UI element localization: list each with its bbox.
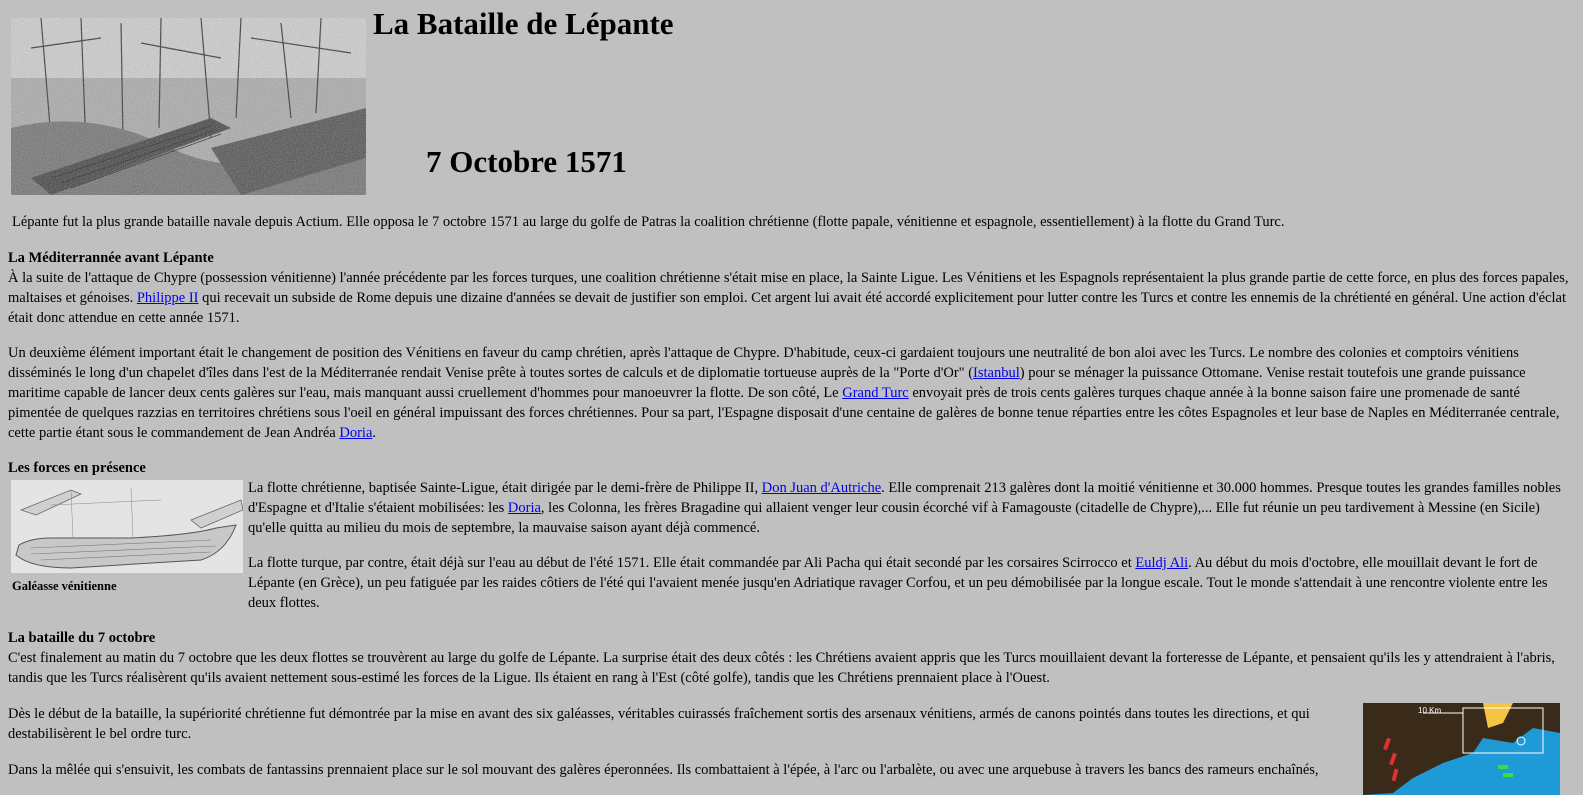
- text: .: [372, 425, 376, 441]
- text: , les Colonna, les frères Bragadine qui allaient venger leur cousin écorché vif à Famagouste (citadelle de Chypre),... Elle fut réunie un peu tardivement à Messine (en Sicile) qu'elle quitta au milieu du mois de septembre, la mauvaise saison ayant déjà commencé.: [248, 500, 1540, 536]
- text: . Au début du mois d'octobre, elle mouillait devant le fort de Lépante (en Grèce), un peu fatiguée par les raides côtiers de l'été qui l'avaient menée jusqu'en Adriatique ravager Corfou, et un peu démobilisée par la longue escale. Tout le monde s'attendait à une rencontre violente entre les deux flottes.: [248, 555, 1548, 611]
- text: Un deuxième élément important était le changement de position des Vénitiens en faveur du camp chrétien, après l'attaque de Chypre. D'habitude, ceux-ci gardaient toujours une neutralité de bon aloi avec les Turcs. Le nombre des colonies et comptoirs vénitiens disséminés le long d'un chapelet d'îles dans l'est de la Méditerranée rendait Venise prête à toutes sortes de calculs et de diplomatie tortueuse auprès de la "Porte d'Or" (: [8, 345, 1519, 381]
- battle-engraving-image: [11, 18, 366, 195]
- paragraph-flotte-chretienne: [248, 478, 1571, 538]
- text: La flotte turque, par contre, était déjà sur l'eau au début de l'été 1571. Elle était commandée par Ali Pacha qui était secondé par les corsaires Scirrocco et: [248, 555, 1136, 571]
- link-doria[interactable]: Doria: [339, 425, 373, 441]
- paragraph-sainte-ligue: [8, 268, 1571, 328]
- link-grand-turc[interactable]: Grand Turc: [842, 385, 909, 401]
- text: envoyait près de trois cents galères turques chaque année à la bonne saison faire une promenade de santé pimentée de quelques razzias en territoires chrétiens sous l'oeil en général impuissant des forces chrétiennes. Pour sa part, l'Espagne disposait d'une centaine de galères de bonne tenue réparties entre les côtes Espagnoles et leur base de Naples en Méditerranée centrale, cette partie étant sous le commandement de Jean Andréa: [8, 385, 1560, 441]
- text: ) pour se ménager la puissance Ottomane. Venise restait toutefois une grande puissance maritime capable de lancer deux cents galères sur l'eau, mais manquant aussi cruellement d'hommes pour manoeuvrer la flotte. De son côté, Le: [8, 365, 1526, 401]
- section-heading-forces: Les forces en présence: [8, 460, 146, 476]
- intro-paragraph: Lépante fut la plus grande bataille navale depuis Actium. Elle opposa le 7 octobre 1571 au large du golfe de Patras la coalition chrétienne (flotte papale, vénitienne et espagnole, essentiellement) à la flotte du Grand Turc.: [12, 214, 1285, 230]
- text: À la suite de l'attaque de Chypre (possession vénitienne) l'année précédente par les forces turques, une coalition chrétienne s'était mise en place, la Sainte Ligue. Les Vénitiens et les Espagnols représentaient la plus grande partie de cette force, en plus des forces papales, maltaises et génoises.: [8, 270, 1569, 306]
- paragraph-galeasses: Dès le début de la bataille, la supériorité chrétienne fut démontrée par la mise en avant des six galéasses, véritables cuirassés fraîchement sortis des arsenaux vénitiens, armés de canons pointés dans toutes les directions, et qui destabilisèrent le bel ordre turc.: [8, 706, 1310, 742]
- galleass-caption: Galéasse vénitienne: [12, 579, 117, 593]
- paragraph-melee: Dans la mêlée qui s'ensuivit, les combats de fantassins prennaient place sur le sol mouvant des galères éperonnées. Ils combattaient à l'épée, à l'arc ou l'arbalète, ou avec une arquebuse à travers les bancs des rameurs enchaînés,: [8, 762, 1319, 778]
- paragraph-rencontre: C'est finalement au matin du 7 octobre que les deux flottes se trouvèrent au large du golfe de Lépante. La surprise était des deux côtés : les Chrétiens avaient appris que les Turcs mouillaient devant la forteresse de Lépante, et pensaient qu'ils les y attendraient à l'abris, tandis que les Turcs réalisèrent qu'ils avaient nettement sous-estimé les forces de la Ligue. Ils étaient en rang à l'Est (côté golfe), tandis que les Chrétiens prennaient place à l'Ouest.: [8, 650, 1555, 686]
- battle-date: 7 Octobre 1571: [426, 144, 627, 179]
- link-euldj-ali[interactable]: Euldj Ali: [1135, 555, 1189, 571]
- text: . Elle comprenait 213 galères dont la moitié vénitienne et 30.000 hommes. Presque toutes les grandes familles nobles d'Espagne et d'Italie s'étaient mobilisées: les: [248, 480, 1561, 516]
- text: La flotte chrétienne, baptisée Sainte-Ligue, était dirigée par le demi-frère de Philippe II,: [248, 480, 762, 496]
- text: qui recevait un subside de Rome depuis une dizaine d'années se devait de justifier son emploi. Cet argent lui avait été accordé explicitement pour lutter contre les Turcs et contre les ennemis de la chrétienté en général. Une action d'éclat était donc attendue en cette année 1571.: [8, 290, 1566, 326]
- paragraph-flotte-turque: [248, 553, 1571, 613]
- galleass-image: [11, 480, 243, 573]
- section-heading-mediterranee: La Méditerrannée avant Lépante: [8, 250, 214, 266]
- page-title: La Bataille de Lépante: [373, 6, 674, 41]
- paragraph-venitiens: [8, 343, 1571, 443]
- link-doria-2[interactable]: Doria: [507, 500, 541, 516]
- link-philippe-ii[interactable]: Philippe II: [136, 290, 199, 306]
- section-heading-bataille: La bataille du 7 octobre: [8, 630, 156, 646]
- link-don-juan[interactable]: Don Juan d'Autriche: [761, 480, 882, 496]
- map-scale-label: 10 Km: [1418, 706, 1442, 715]
- battle-map-image: [1363, 703, 1560, 795]
- link-istanbul[interactable]: Istanbul: [973, 365, 1020, 381]
